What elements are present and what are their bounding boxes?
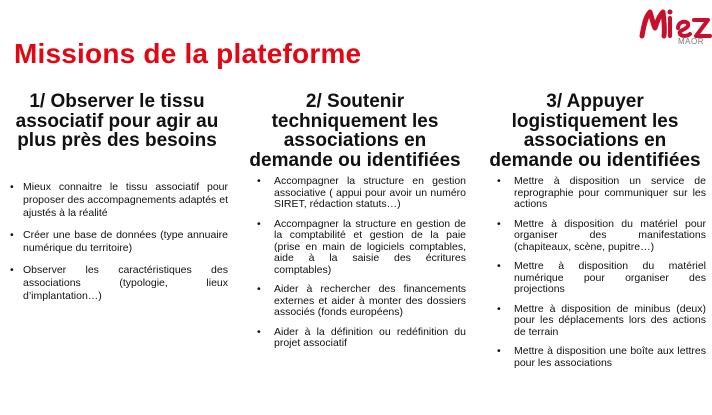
mission-column-2 (244, 92, 466, 350)
list-item: • Aider à rechercher des financements externes et aider à monter des dossiers associés (fonds européens) (244, 284, 466, 319)
list-item: • Mettre à disposition une boîte aux lettres pour les associations (484, 346, 706, 369)
mission-heading: 1/ Observer le tissu associatif pour agir au plus près des besoins (15, 91, 219, 151)
list-item: • Mieux connaitre le tissu associatif pour proposer des accompagnements adaptés et ajustés à la réalité (6, 181, 228, 220)
mission-heading: 2/ Soutenir techniquement les associations en demande ou identifiées (249, 91, 461, 171)
mission-list (6, 181, 228, 303)
mission-column-1 (6, 92, 228, 303)
list-item: • Créer une base de données (type annuaire numérique du territoire) (6, 229, 228, 255)
list-item: • Mettre à disposition un service de reprographie pour communiquer sur les actions (484, 176, 706, 211)
list-item: • Mettre à disposition de minibus (deux) pour les déplacements lors des actions de terrain (484, 304, 706, 339)
mission-column-3 (484, 92, 706, 369)
list-item: • Accompagner la structure en gestion associative ( appui pour avoir un numéro SIRET, rédaction statuts…) (244, 176, 466, 211)
logo (638, 6, 712, 50)
list-item: • Aider à la définition ou redéfinition du projet associatif (244, 327, 466, 350)
mission-list (244, 176, 466, 350)
logo-subtext: MAOR (678, 37, 704, 46)
mission-list (484, 176, 706, 369)
page-title: Missions de la plateforme (14, 38, 362, 69)
list-item: • Mettre à disposition du matériel numérique pour organiser des projections (484, 261, 706, 296)
mission-heading: 3/ Appuyer logistiquement les associations en demande ou identifiées (489, 91, 701, 171)
list-item: • Observer les caractéristiques des associations (typologie, lieux d’implantation…) (6, 264, 228, 303)
logo-brush-icon (638, 6, 712, 40)
list-item: • Accompagner la structure en gestion de la comptabilité et gestion de la paie (prise en main de logiciels comptables, aide à la saisie des écritures comptables) (244, 219, 466, 277)
list-item: • Mettre à disposition du matériel pour organiser des manifestations (chapiteaux, scène, pupitre…) (484, 219, 706, 254)
